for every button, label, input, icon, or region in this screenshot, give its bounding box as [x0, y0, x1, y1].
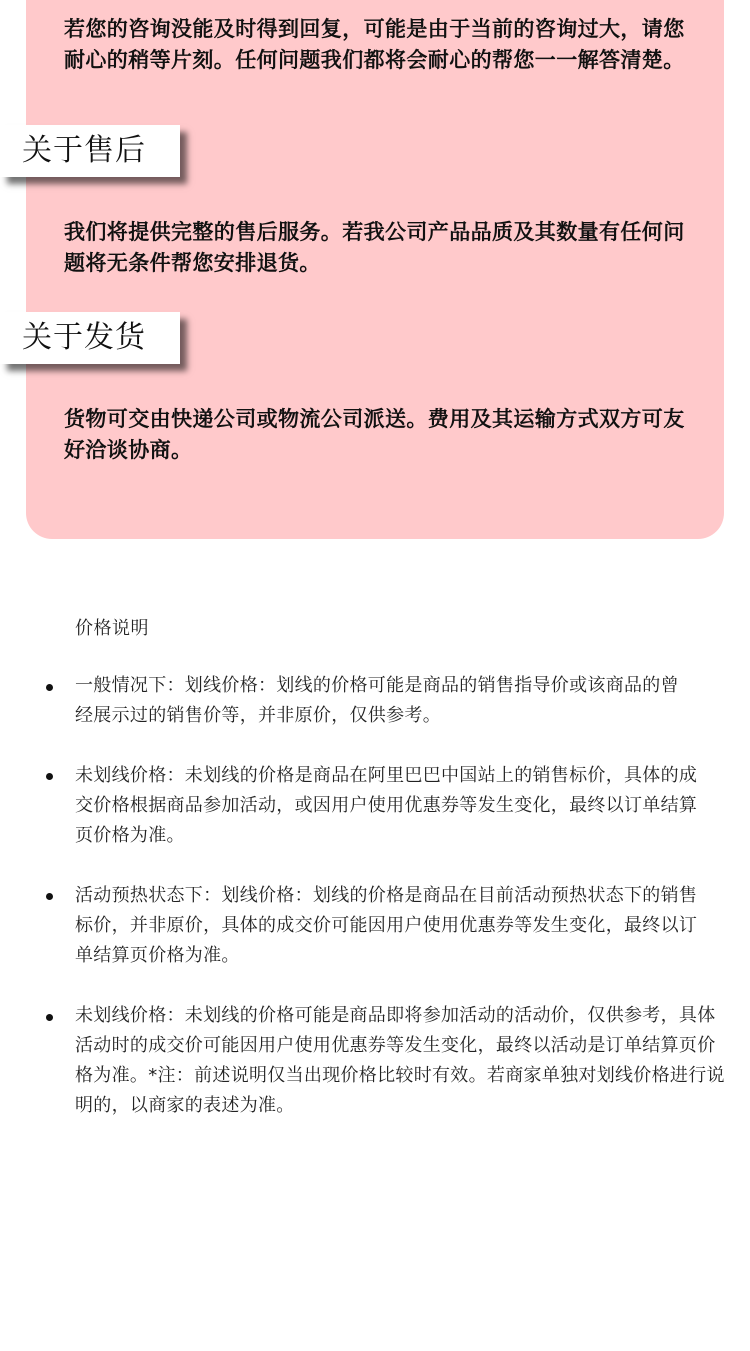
price-item-unmarked: 未划线价格：未划线的价格是商品在阿里巴巴中国站上的销售标价，具体的成交价格根据商品参加活动，或因用户使用优惠券等发生变化，最终以订单结算页价格为准。	[75, 765, 698, 846]
bullet-dot	[46, 1014, 53, 1021]
after-sales-label: 关于售后	[0, 125, 180, 177]
shipping-label: 关于发货	[0, 312, 180, 364]
shipping-text: 货物可交由快递公司或物流公司派送。费用及其运输方式双方可友好洽谈协商。	[64, 407, 685, 462]
bullet-dot	[46, 773, 53, 780]
bullet-dot	[46, 893, 53, 900]
price-item-note: 未划线价格：未划线的价格可能是商品即将参加活动的活动价，仅供参考，具体活动时的成交价可能因用户使用优惠券等发生变化，最终以活动是订单结算页价格为准。*注：前述说明仅当出现价格比较时有效。若商家单独对划线价格进行说明的，以商家的表述为准。	[75, 1005, 725, 1116]
price-explanation-title: 价格说明	[75, 618, 149, 639]
consult-notice: 若您的咨询没能及时得到回复，可能是由于当前的咨询过大，请您耐心的稍等片刻。任何问题我们都将会耐心的帮您一一解答清楚。	[64, 17, 685, 72]
price-item-general: 一般情况下：划线价格：划线的价格可能是商品的销售指导价或该商品的曾经展示过的销售价等，并非原价，仅供参考。	[75, 675, 679, 726]
bullet-dot	[46, 684, 53, 691]
after-sales-text: 我们将提供完整的售后服务。若我公司产品品质及其数量有任何问题将无条件帮您安排退货。	[64, 220, 685, 275]
price-item-preheat: 活动预热状态下：划线价格：划线的价格是商品在目前活动预热状态下的销售标价，并非原价，具体的成交价可能因用户使用优惠券等发生变化，最终以订单结算页价格为准。	[75, 885, 698, 966]
